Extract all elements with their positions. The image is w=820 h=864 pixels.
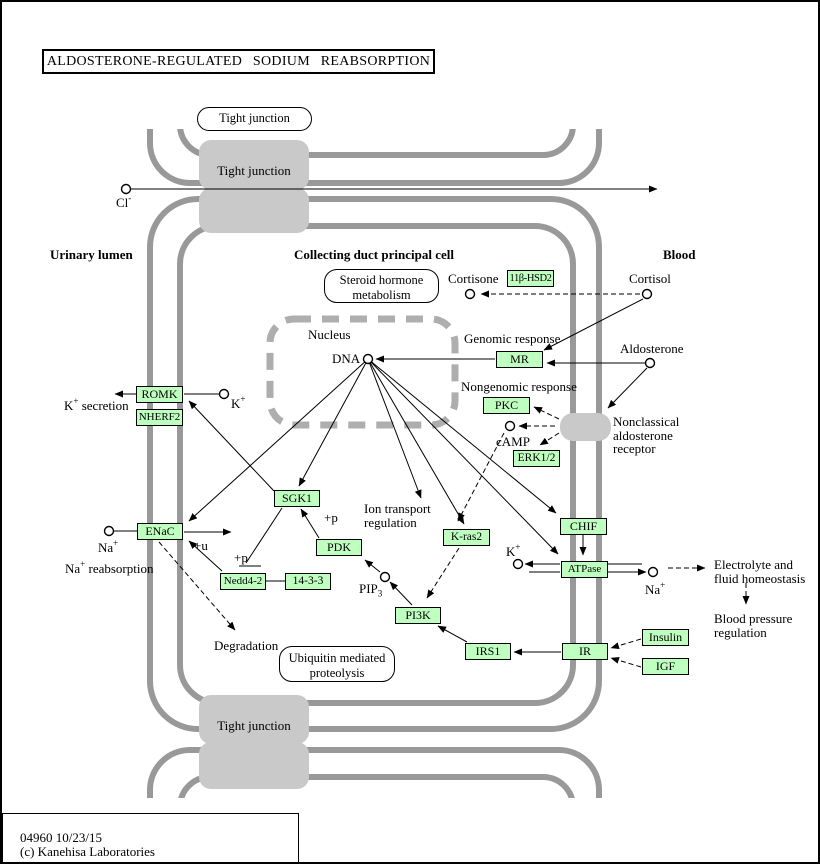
arrow-igf-to-ir	[611, 658, 641, 667]
dna-circle[interactable]	[364, 355, 373, 364]
na-atpase-label: Na+	[645, 579, 666, 597]
cortisone-label: Cortisone	[448, 271, 499, 286]
arrow-receptor-to-erk	[540, 433, 559, 445]
gene-box-sgk1[interactable]: SGK1	[274, 490, 320, 507]
pathway-graphics	[2, 2, 820, 864]
steroid-hormone-metabolism-box[interactable]: Steroid hormone metabolism	[324, 269, 439, 303]
aldosterone-circle[interactable]	[646, 359, 655, 368]
region-blood: Blood	[663, 247, 696, 262]
arrow-dna-to-kras2	[368, 359, 464, 524]
k-ion-label: K+	[231, 393, 246, 411]
gene-box-irs1[interactable]: IRS1	[465, 643, 511, 660]
plus-p-label-1: +p	[234, 550, 248, 565]
arrow-pi3k-to-pip3	[390, 582, 412, 605]
tight-junction-top-blob2	[199, 188, 309, 233]
k-secretion-label: K+ secretion	[64, 395, 129, 413]
region-urinary-lumen: Urinary lumen	[50, 247, 133, 262]
gene-box-nherf2[interactable]: NHERF2	[136, 409, 183, 426]
ubiquitin-proteolysis-box[interactable]: Ubiquitin mediated proteolysis	[279, 646, 395, 682]
gene-box-pi3k[interactable]: PI3K	[395, 607, 441, 624]
electrolyte-label: Electrolyte and fluid homeostasis	[714, 557, 806, 586]
cortisone-circle[interactable]	[466, 290, 475, 299]
line-sgk1-to-nedd42	[246, 508, 282, 563]
na-atpase-circle[interactable]	[649, 568, 658, 577]
footer-id-date: 04960 10/23/15	[20, 830, 102, 845]
gene-box-14-3-3[interactable]: 14-3-3	[285, 573, 331, 590]
gene-box-igf[interactable]: IGF	[642, 658, 689, 675]
tight-junction-top-label: Tight junction	[217, 163, 291, 178]
gene-box-chif[interactable]: CHIF	[560, 518, 607, 535]
degradation-label: Degradation	[214, 638, 279, 653]
pip3-circle[interactable]	[381, 573, 390, 582]
gene-box-insulin[interactable]: Insulin	[642, 629, 689, 646]
gene-box-atpase[interactable]: ATPase	[561, 561, 608, 578]
k-atpase-circle[interactable]	[514, 560, 523, 569]
gene-box-erk1-2[interactable]: ERK1/2	[513, 450, 560, 467]
ion-transport-label: Ion transport regulation	[364, 501, 431, 530]
tight-junction-bottom-blob2	[199, 742, 309, 789]
camp-circle[interactable]	[506, 422, 515, 431]
dna-label: DNA	[332, 351, 361, 366]
nongenomic-response-label: Nongenomic response	[461, 379, 577, 394]
arrow-insulin-to-ir	[611, 639, 641, 648]
region-cell: Collecting duct principal cell	[294, 247, 454, 262]
gene-box-nedd4-2[interactable]: Nedd4-2	[220, 573, 266, 590]
nonclassical-receptor-blob[interactable]	[560, 413, 611, 441]
receptor-label: Nonclassical aldosterone receptor	[613, 414, 680, 457]
arrow-irs1-to-pi3k	[438, 626, 467, 642]
arrow-aldosterone-to-receptor	[608, 368, 647, 408]
arrow-pdk-to-sgk1	[301, 509, 319, 538]
aldosterone-label: Aldosterone	[620, 341, 684, 356]
nucleus-border	[270, 319, 455, 425]
k-atpase-label: K+	[506, 541, 521, 559]
footer-copyright: (c) Kanehisa Laboratories	[20, 844, 155, 859]
gene-box-pdk[interactable]: PDK	[316, 539, 362, 556]
gene-box-mr[interactable]: MR	[496, 351, 543, 368]
blood-pressure-label: Blood pressure regulation	[714, 611, 793, 640]
arrow-kras2-to-pi3k	[427, 548, 459, 598]
na-reabsorption-label: Na+ reabsorption	[65, 558, 154, 576]
plus-p-label-2: +p	[324, 510, 338, 525]
gene-box-11b-hsd2[interactable]: 11β-HSD2	[507, 270, 554, 287]
arrow-receptor-to-pkc	[534, 407, 559, 419]
camp-label: cAMP	[496, 434, 530, 449]
arrow-pip3-to-pdk	[365, 560, 380, 572]
gene-box-pkc[interactable]: PKC	[483, 397, 530, 414]
cl-label: Cl-	[116, 192, 132, 210]
cortisol-circle[interactable]	[643, 290, 652, 299]
gene-box-k-ras2[interactable]: K-ras2	[443, 529, 490, 546]
pathway-title: ALDOSTERONE-REGULATED SODIUM REABSORPTION	[42, 49, 435, 74]
arrow-sgk1-to-romk	[189, 401, 274, 491]
genomic-response-label: Genomic response	[464, 331, 561, 346]
na-circle[interactable]	[105, 527, 114, 536]
na-ion-label: Na+	[98, 537, 119, 555]
pip3-label: $PIP_3$	[359, 581, 383, 599]
cortisol-label: Cortisol	[629, 271, 671, 286]
plus-u-label: +u	[194, 538, 208, 553]
tight-junction-box[interactable]: Tight junction	[197, 107, 312, 131]
tight-junction-bottom-label: Tight junction	[217, 718, 291, 733]
k-circle[interactable]	[220, 390, 229, 399]
nucleus-label: Nucleus	[308, 327, 351, 342]
gene-box-romk[interactable]: ROMK	[136, 386, 183, 403]
gene-box-enac[interactable]: ENaC	[137, 523, 183, 540]
gene-box-ir[interactable]: IR	[562, 643, 608, 660]
